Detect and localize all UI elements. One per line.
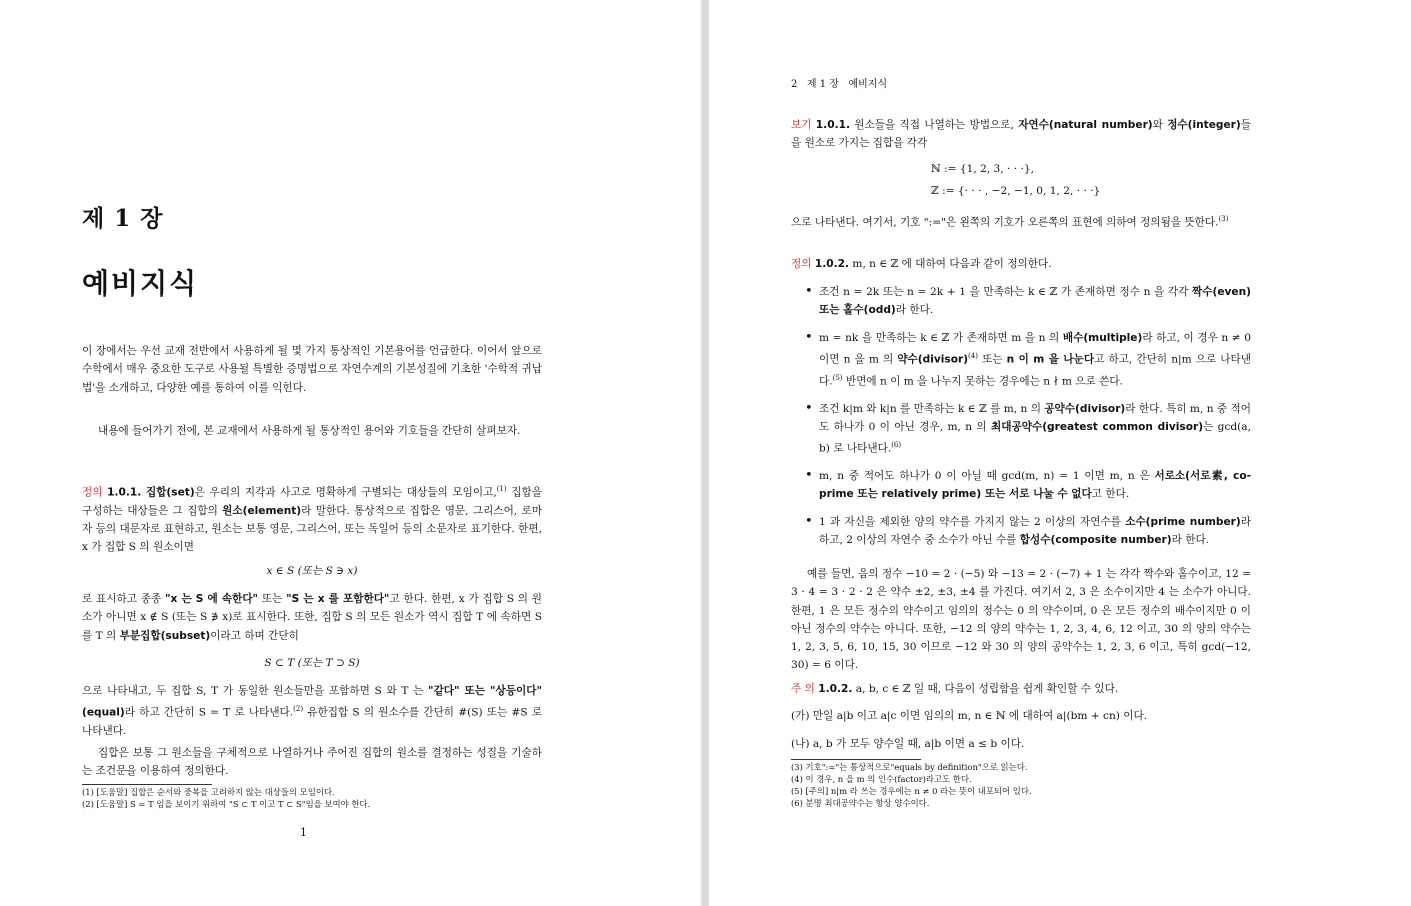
example-1-0-1 [791,116,1251,153]
item-text: 라 한다. [1171,533,1210,546]
definition-text: 로 표시하고 종종 [82,593,165,605]
item-text: 라 하고, 이 경우 n ≠ 0 이면 n 을 m 의 [819,331,1251,366]
definition-text: 라 하고 간단히 S = T 로 나타낸다. [124,706,294,719]
item-text: 조건 n = 2k 또는 n = 2k + 1 을 만족하는 k ∈ ℤ 가 존재하면 정수 n 을 각각 [819,286,1193,298]
item-text: 또는 [977,353,1007,366]
definition-text: 고 한다. 한편, x 가 집합 S 의 원소가 아니면 x ∉ S (또는 S ∌ x)로 표시한다. 또한, 집합 S 의 모든 원소가 역시 집합 T 에 속하면 S 를 T 의 [82,593,543,642]
definition-text: 집합을 구성하는 대상들은 그 집합의 [82,486,542,517]
definition-text: m, n ∈ ℤ 에 대하여 다음과 같이 정의한다. [852,258,1052,270]
chapter-title: 예비지식 [82,267,199,300]
term-coprime: 서로소(서로素, co-prime 또는 relatively prime) 또는 서로 나눌 수 없다 [819,469,1251,501]
footnote-ref-6: (6) [891,441,902,450]
footnote-6: (6) 분명 최대공약수는 항상 양수이다. [791,798,930,808]
definition-text: 이라고 하며 간단히 [210,629,299,642]
term-divides: n 이 m 을 나눈다 [1006,353,1095,366]
item-text: m, n 중 적어도 하나가 0 이 아닐 때 gcd(m, n) = 1 이면 m, n 은 [819,469,1155,482]
definition-number: 1.0.1. [107,486,142,499]
list-item [791,400,1251,458]
note-item-b: (나) a, b 가 모두 양수일 때, a|b 이면 a ≤ b 이다. [791,738,1025,750]
term-subset: 부분집합(subset) [119,629,211,642]
definition-text: 으로 나타내고, 두 집합 S, T 가 동일한 원소들만을 포함하면 S 와 T 는 [82,685,429,697]
list-item [791,283,1251,320]
note-label: 주 의 [791,683,815,695]
definition-text: 은 우리의 지각과 사고로 명확하게 구별되는 대상들의 모임이고, [194,486,497,499]
formula-integers: ℤ := {· · · , −2, −1, 0, 1, 2, · · ·} [931,185,1101,197]
term-even-odd: 짝수(even) 또는 홀수(odd) [819,286,1251,317]
right-page [709,0,1411,906]
item-text: 라 하고, 2 이상의 자연수 중 소수가 아닌 수를 [819,515,1251,546]
formula-subset: S ⊂ T (또는 T ⊃ S) [264,657,360,669]
item-text: 조건 k|m 와 k|n 를 만족하는 k ∈ ℤ 를 m, n 의 [819,402,1045,415]
definition-text: 또는 [258,593,287,605]
term-multiple: 배수(multiple) [1062,331,1143,344]
intro-paragraph-2: 내용에 들어가기 전에, 본 교재에서 사용하게 될 통상적인 용어와 기호들을 간단히 살펴보자. [98,425,521,437]
example-number: 1.0.1. [815,119,850,131]
intro-paragraph-1: 이 장에서는 우선 교재 전반에서 사용하게 될 몇 가지 통상적인 기본용어를 언급한다. 이어서 앞으로 수학에서 매우 중요한 도구로 사용될 특별한 증명법으로 자연수계의 기본성질에 기초한 '수학적 귀납법'을 소개하고, 다양한 예를 통하여 이를 익힌다. [82,345,542,394]
page-gutter [701,0,709,906]
page-number: 1 [300,826,307,839]
term-element: 원소(element) [222,504,302,517]
note-text: a, b, c ∈ ℤ 일 때, 다음이 성립함을 쉽게 확인할 수 있다. [855,683,1119,695]
chapter-number: 제 1 장 [82,205,164,232]
item-text: 반면에 n 이 m 을 나누지 못하는 경우에는 n ∤ m 으로 쓴다. [842,375,1123,388]
example-text: 으로 나타낸다. 여기서, 기호 ":="은 왼쪽의 기호가 오른쪽의 표현에 의하여 정의됨을 뜻한다. [791,216,1219,229]
item-text: m = nk 을 만족하는 k ∈ ℤ 가 존재하면 m 을 n 의 [819,331,1063,344]
definition-1-0-1-continued [82,590,542,645]
quote-belongs: "x 는 S 에 속한다" [164,593,259,605]
footnote-ref-5: (5) [832,373,843,382]
footnote-rule [82,784,212,785]
quote-contains: "S 는 x 를 포함한다" [286,593,390,605]
list-item [791,329,1251,391]
quote-equal: "같다" 또는 "상등이다"(equal) [82,685,542,719]
term-composite: 합성수(composite number) [1019,533,1172,546]
definition-1-0-1 [82,480,542,557]
formula-membership: x ∈ S (또는 S ∋ x) [266,565,358,577]
note-1-0-2 [791,680,1251,698]
footnote-rule [791,759,921,760]
list-item [791,513,1251,550]
term-set: 집합(set) [145,486,195,499]
footnote-4: (4) 이 경우, n 을 m 의 인수(factor)라고도 한다. [791,774,972,784]
term-natural-number: 자연수(natural number) [1018,119,1153,131]
term-gcd: 최대공약수(greatest common divisor) [991,420,1204,433]
running-header: 2 제 1 장 예비지식 [791,79,888,90]
example-text: 들을 원소로 가지는 집합을 각각 [791,119,1251,150]
example-paragraph: 예를 들면, 음의 정수 −10 = 2 · (−5) 와 −13 = 2 · (−7) + 1 는 각각 짝수와 홀수이고, 12 = 3 · 4 = 3 · 2 · 2 은 약수 ±2, ±3, ±4 를 가진다. 여기서 2, 3 은 소수이지만 4 는 소수가 아니다. 한편, 1 은 모든 정수의 약수이고 임의의 정수는 0 의 약수이며, 0 은 모든 정수의 배수이지만 0 이 아닌 정수의 약수는 아니다. 또한, −12 의 양의 약수는 1, 2, 3, 4, 6, 12 이고, 30 의 양의 약수는 1, 2, 3, 5, 6, 10, 15, 30 이므로 −12 와 30 의 양의 공약수는 1, 2, 3, 6 이고, 특히 gcd(−12, 30) = 6 이다. [791,568,1251,672]
footnote-3: (3) 기호":="는 통상적으로"equals by definition"으로 읽는다. [791,762,1028,772]
item-text: 고 한다. [1091,488,1130,501]
footnote-2: (2) [도움말] S = T 임을 보이기 위하여 "S ⊂ T 이고 T ⊂ S"임을 보여야 한다. [82,799,371,809]
term-divisor: 약수(divisor) [897,353,969,366]
example-text: 원소들을 직접 나열하는 방법으로, [854,119,1019,131]
footnote-ref-2: (2) [293,705,304,714]
note-item-a: (가) 만일 a|b 이고 a|c 이면 임의의 m, n ∈ ℕ 에 대하여 a|(bm + cn) 이다. [791,710,1148,722]
item-text: 고 하고, 간단히 n|m 으로 나타낸다. [819,353,1252,388]
paragraph-sets: 집합은 보통 그 원소들을 구체적으로 나열하거나 주어진 집합의 원소를 결정하는 성질을 기술하는 조건문을 이용하여 정의한다. [82,747,542,778]
example-text: 와 [1152,119,1168,131]
definition-number: 1.0.2. [814,258,850,270]
list-item [791,467,1251,504]
footnote-ref-4: (4) [968,351,978,360]
definition-1-0-2 [791,255,1251,273]
item-text: 라 한다. [895,304,934,317]
term-integer: 정수(integer) [1167,119,1241,131]
definition-1-0-1-equality [82,682,542,740]
footnote-1: (1) [도움말] 집합은 순서와 중복을 고려하지 않는 대상들의 모임이다. [82,787,335,797]
definition-label: 정의 [791,258,812,270]
footnote-ref-3: (3) [1218,215,1229,223]
term-prime: 소수(prime number) [1125,515,1241,528]
left-page [0,0,701,906]
formula-naturals: ℕ := {1, 2, 3, · · ·}, [931,163,1034,175]
term-common-divisor: 공약수(divisor) [1044,402,1126,415]
item-text: 는 gcd(a, b) 로 나타낸다. [819,420,1251,455]
footnote-5: (5) [주의] n|m 라 쓰는 경우에는 n ≠ 0 라는 뜻이 내포되어 있다. [791,786,1032,796]
definition-text: 유한집합 S 의 원소수를 간단히 #(S) 또는 #S 로 나타낸다. [82,706,542,738]
example-label: 보기 [791,119,812,131]
item-text: 라 한다. 특히 m, n 중 적어도 하나가 0 이 아닌 경우, m, n 의 [819,402,1251,433]
item-text: 1 과 자신을 제외한 양의 약수를 가지지 않는 2 이상의 자연수를 [819,515,1126,528]
note-number: 1.0.2. [818,683,853,695]
footnote-ref-1: (1) [496,485,507,493]
definition-text: 라 말한다. 통상적으로 집합은 영문, 그리스어, 로마자 등의 대문자로 표현하고, 원소는 보통 영문, 그리스어, 또는 독일어 등의 소문자로 표기한다. 한편, x 가 집합 S 의 원소이면 [82,504,542,554]
definition-list [791,283,1251,549]
definition-label: 정의 [82,486,103,499]
example-1-0-1-continued [791,210,1251,232]
